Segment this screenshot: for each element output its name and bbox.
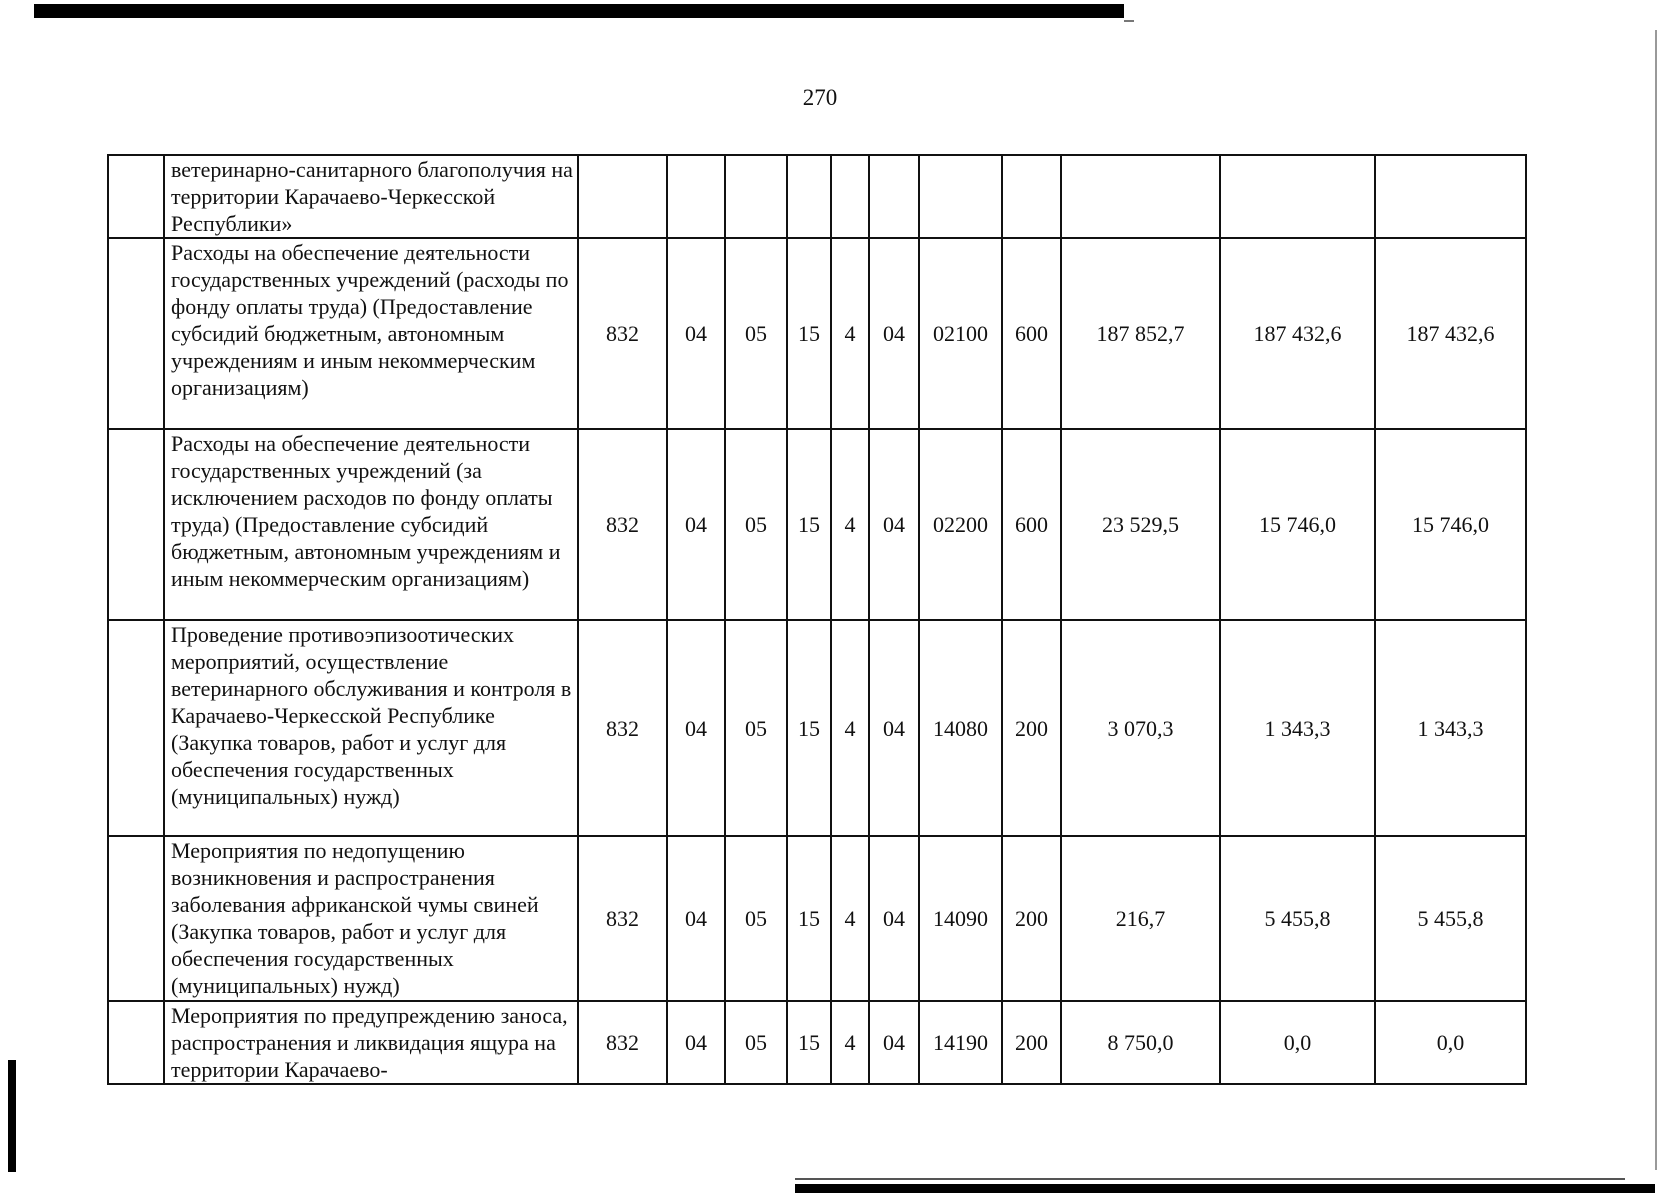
cell-amount-3: [1375, 155, 1526, 238]
cell-program: 15: [787, 429, 831, 620]
cell-program: [787, 155, 831, 238]
cell-amount-1: [1061, 155, 1220, 238]
cell-subprogram: 04: [869, 238, 919, 429]
cell-amount-2: 0,0: [1220, 1001, 1375, 1084]
cell-program-type: 4: [831, 836, 869, 1001]
cell-amount-1: 187 852,7: [1061, 238, 1220, 429]
cell-ministry-code: 832: [578, 238, 667, 429]
row-number-cell: [108, 429, 164, 620]
cell-program-type: [831, 155, 869, 238]
scan-edge-bottom-thin: [795, 1178, 1625, 1180]
cell-program: 15: [787, 238, 831, 429]
cell-amount-3: 15 746,0: [1375, 429, 1526, 620]
cell-amount-2: 5 455,8: [1220, 836, 1375, 1001]
row-description: Мероприятия по недопущению возникновения и распространения заболевания африканской чумы свиней (Закупка товаров, работ и услуг для обеспечения государственных (муниципальных) нужд): [164, 836, 578, 1001]
table-row: [108, 620, 1526, 836]
cell-subsection: 05: [725, 429, 787, 620]
table-row: [108, 429, 1526, 620]
cell-program-type: 4: [831, 238, 869, 429]
cell-program-type: 4: [831, 620, 869, 836]
cell-expense-type: 600: [1002, 238, 1061, 429]
cell-expense-type: 200: [1002, 1001, 1061, 1084]
cell-program: 15: [787, 1001, 831, 1084]
scan-edge-left: [8, 1060, 16, 1172]
cell-subprogram: 04: [869, 836, 919, 1001]
cell-direction: 14090: [919, 836, 1002, 1001]
page-number: 270: [802, 85, 838, 110]
cell-ministry-code: 832: [578, 429, 667, 620]
row-number-cell: [108, 1001, 164, 1084]
cell-direction: 14190: [919, 1001, 1002, 1084]
cell-amount-1: 3 070,3: [1061, 620, 1220, 836]
row-number-cell: [108, 836, 164, 1001]
cell-direction: 02100: [919, 238, 1002, 429]
cell-subsection: 05: [725, 238, 787, 429]
table-row: [108, 1001, 1526, 1084]
cell-subsection: 05: [725, 836, 787, 1001]
table-row: [108, 238, 1526, 429]
cell-amount-3: 1 343,3: [1375, 620, 1526, 836]
row-description: Расходы на обеспечение деятельности государственных учреждений (за исключением расходов по фонду оплаты труда) (Предоставление субсидий бюджетным, автономным учреждениям и иным некоммерческим организациям): [164, 429, 578, 620]
cell-subprogram: 04: [869, 620, 919, 836]
table-row: [108, 155, 1526, 238]
cell-subsection: [725, 155, 787, 238]
cell-subprogram: 04: [869, 1001, 919, 1084]
cell-subprogram: [869, 155, 919, 238]
cell-ministry-code: 832: [578, 1001, 667, 1084]
cell-subsection: 05: [725, 620, 787, 836]
cell-section: [667, 155, 725, 238]
scan-edge-bottom: [795, 1184, 1655, 1193]
row-number-cell: [108, 238, 164, 429]
cell-subprogram: 04: [869, 429, 919, 620]
table-row: [108, 836, 1526, 1001]
row-description: ветеринарно-санитарного благополучия на территории Карачаево-Черкесской Республики»: [164, 155, 578, 238]
cell-direction: [919, 155, 1002, 238]
cell-amount-1: 216,7: [1061, 836, 1220, 1001]
row-description: Расходы на обеспечение деятельности государственных учреждений (расходы по фонду оплаты труда) (Предоставление субсидий бюджетным, автономным учреждениям и иным некоммерческим организациям): [164, 238, 578, 429]
cell-section: 04: [667, 836, 725, 1001]
cell-expense-type: 600: [1002, 429, 1061, 620]
cell-ministry-code: 832: [578, 620, 667, 836]
cell-amount-1: 8 750,0: [1061, 1001, 1220, 1084]
cell-amount-3: 0,0: [1375, 1001, 1526, 1084]
cell-expense-type: 200: [1002, 836, 1061, 1001]
cell-section: 04: [667, 1001, 725, 1084]
cell-program: 15: [787, 620, 831, 836]
scan-edge-top-thin: [1124, 20, 1134, 22]
cell-amount-2: [1220, 155, 1375, 238]
cell-expense-type: [1002, 155, 1061, 238]
cell-program: 15: [787, 836, 831, 1001]
cell-amount-2: 187 432,6: [1220, 238, 1375, 429]
cell-direction: 14080: [919, 620, 1002, 836]
cell-amount-3: 187 432,6: [1375, 238, 1526, 429]
cell-subsection: 05: [725, 1001, 787, 1084]
cell-section: 04: [667, 238, 725, 429]
cell-amount-3: 5 455,8: [1375, 836, 1526, 1001]
scan-edge-right: [1655, 30, 1657, 1170]
cell-program-type: 4: [831, 429, 869, 620]
cell-program-type: 4: [831, 1001, 869, 1084]
budget-table: [107, 154, 1527, 1085]
cell-ministry-code: 832: [578, 836, 667, 1001]
scan-edge-top: [34, 4, 1124, 18]
row-description: Проведение противоэпизоотических мероприятий, осуществление ветеринарного обслуживания и контроля в Карачаево-Черкесской Республике (Закупка товаров, работ и услуг для обеспечения государственных (муниципальных) нужд): [164, 620, 578, 836]
cell-amount-2: 1 343,3: [1220, 620, 1375, 836]
cell-section: 04: [667, 429, 725, 620]
cell-direction: 02200: [919, 429, 1002, 620]
cell-section: 04: [667, 620, 725, 836]
cell-amount-1: 23 529,5: [1061, 429, 1220, 620]
cell-expense-type: 200: [1002, 620, 1061, 836]
row-number-cell: [108, 155, 164, 238]
cell-amount-2: 15 746,0: [1220, 429, 1375, 620]
row-description: Мероприятия по предупреждению заноса, распространения и ликвидация ящура на территории Карачаево-: [164, 1001, 578, 1084]
row-number-cell: [108, 620, 164, 836]
cell-ministry-code: [578, 155, 667, 238]
